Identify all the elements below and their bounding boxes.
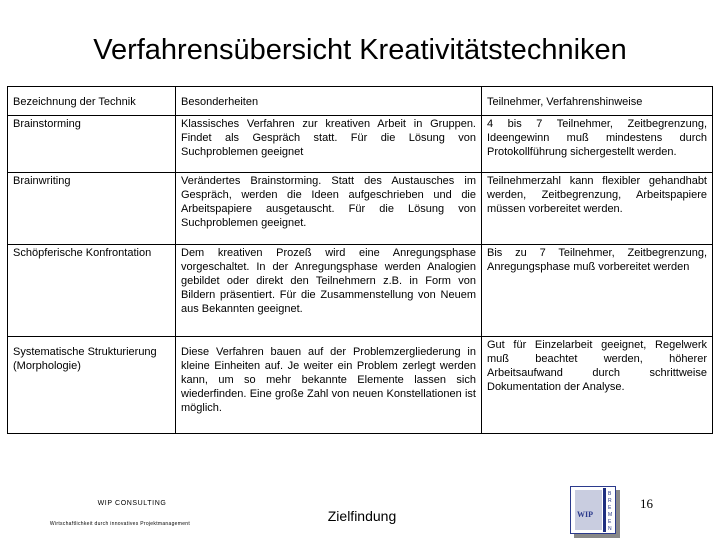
technique-features: Verändertes Brainstorming. Statt des Austausches im Gespräch, werden die Ideen aufgeschrieben und die Arbeitspapiere ausgetauscht. Für die Lösung von Suchproblemen geeignet. <box>176 173 482 245</box>
technique-features: Klassisches Verfahren zur kreativen Arbeit in Gruppen. Findet als Gespräch statt. Für die Lösung von Suchproblemen geeignet <box>176 116 482 173</box>
logo-letters <box>608 491 612 532</box>
column-header-features: Besonderheiten <box>176 87 482 116</box>
technique-name: Brainwriting <box>8 173 176 245</box>
column-header-participants: Teilnehmer, Verfahrenshinweise <box>482 87 713 116</box>
footer-brand: WIP CONSULTING <box>97 500 167 507</box>
svg-text:E: E <box>608 519 612 525</box>
slide-title: Verfahrensübersicht Kreativitätstechniken <box>93 34 627 66</box>
table-row <box>8 337 713 434</box>
svg-text:B: B <box>608 491 612 497</box>
technique-name: Systematische Strukturierung (Morphologie) <box>8 337 176 434</box>
column-header-technique: Bezeichnung der Technik <box>8 87 176 116</box>
technique-notes: Teilnehmerzahl kann flexibler gehandhabt werden, Zeitbegrenzung, Arbeitspapiere müssen vorbereitet werden. <box>482 173 713 245</box>
logo-mark: WIP <box>577 510 593 519</box>
technique-notes: 4 bis 7 Teilnehmer, Zeitbegrenzung, Ideengewinn muß mindestens durch Protokollführung sichergestellt werden. <box>482 116 713 173</box>
table-row <box>8 245 713 337</box>
technique-notes: Bis zu 7 Teilnehmer, Zeitbegrenzung, Anregungsphase muß vorbereitet werden <box>482 245 713 337</box>
footer-section-title: Zielfindung <box>327 508 397 524</box>
svg-text:R: R <box>608 498 612 504</box>
technique-name: Brainstorming <box>8 116 176 173</box>
table-row <box>8 173 713 245</box>
wip-bremen-logo-icon <box>570 486 616 534</box>
svg-text:E: E <box>608 505 612 511</box>
svg-text:N: N <box>608 526 612 532</box>
svg-text:M: M <box>608 512 613 518</box>
footer-tagline: Wirtschaftlichkeit durch innovatives Projektmanagement <box>49 521 191 527</box>
technique-notes: Gut für Einzelarbeit geeignet, Regelwerk muß beachtet werden, höherer Arbeitsaufwand durch schrittweise Dokumentation der Analyse. <box>482 337 713 434</box>
techniques-table <box>7 86 713 434</box>
technique-features: Dem kreativen Prozeß wird eine Anregungsphase vorgeschaltet. In der Anregungsphase werden Analogien gebildet oder direkt den Teilnehmern z.B. in Form von Bildern präsentiert. Für die Zusammenstellung von Neuem aus Bekannten geeignet. <box>176 245 482 337</box>
technique-features: Diese Verfahren bauen auf der Problemzergliederung in kleine Einheiten auf. Je weiter ein Problem zerlegt werden kann, um so mehr bekannte Elemente lassen sich wiederfinden. Eine große Zahl von neuen Konstellationen ist möglich. <box>176 337 482 434</box>
page-number: 16 <box>640 496 653 511</box>
technique-name: Schöpferische Konfrontation <box>8 245 176 337</box>
table-header-row <box>8 87 713 116</box>
table-row <box>8 116 713 173</box>
